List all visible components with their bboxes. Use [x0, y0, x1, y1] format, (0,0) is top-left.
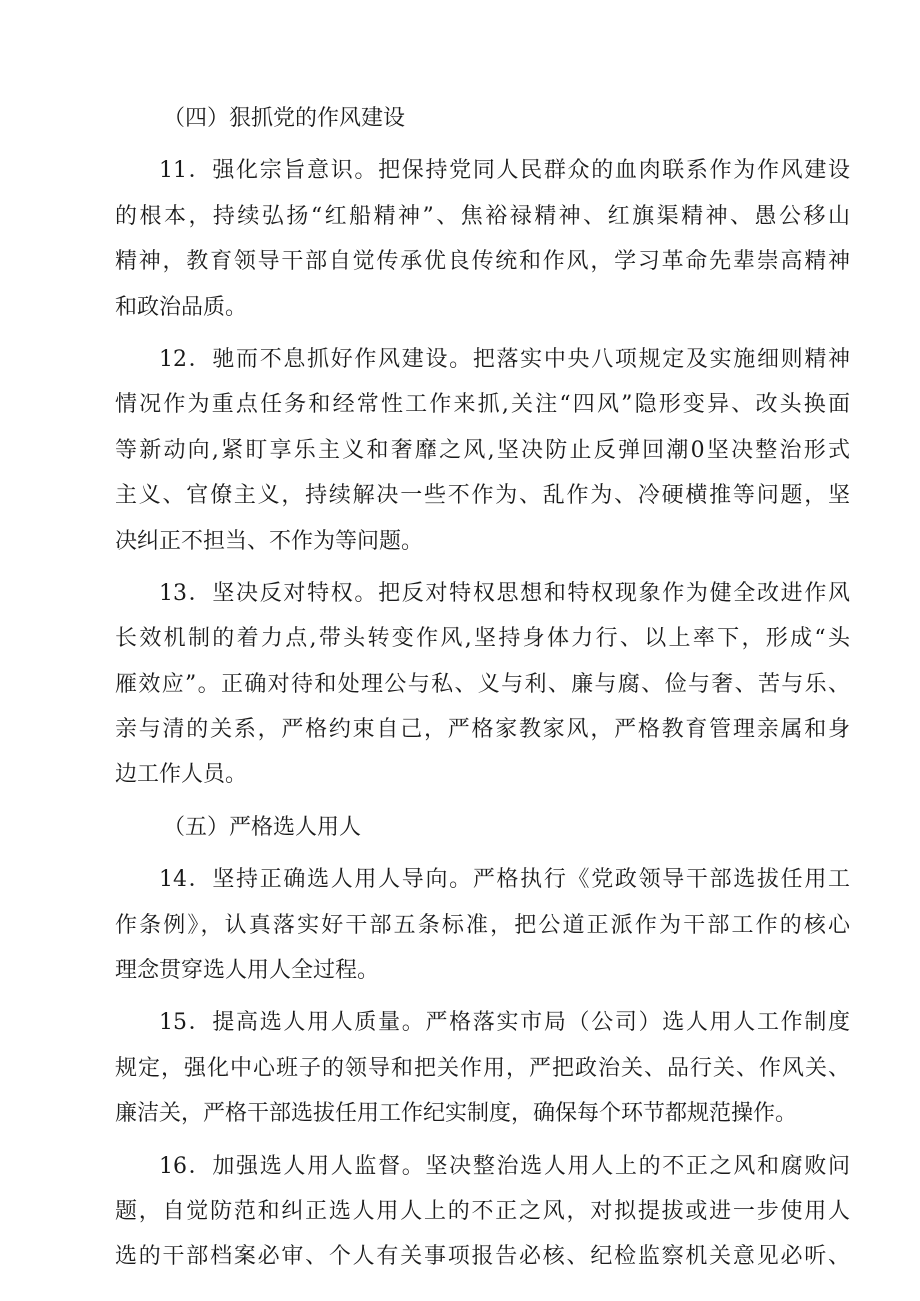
- paragraph-line: 16．加强选人用人监督。坚决整治选人用人上的不正之风和腐败问: [159, 1153, 850, 1179]
- paragraph-line: 决纠正不担当、不作为等问题。: [115, 528, 424, 554]
- paragraph-line: 廉洁关，严格干部选拔任用工作纪实制度，确保每个环节都规范操作。: [115, 1101, 798, 1127]
- paragraph-12: [115, 337, 850, 564]
- paragraph-line: 13．坚决反对特权。把反对特权思想和特权现象作为健全改进作风: [159, 580, 850, 606]
- paragraph-14: [115, 857, 850, 993]
- paragraph-line: 15．提高选人用人质量。严格落实市局（公司）选人用人工作制度: [159, 1010, 850, 1036]
- section-heading-5: [115, 805, 850, 850]
- heading-text: （四）狠抓党的作风建设: [163, 106, 406, 131]
- paragraph-line: 14．坚持正确选人用人导向。严格执行《党政领导干部选拔任用工: [159, 867, 850, 893]
- paragraph-15: [115, 1000, 850, 1136]
- paragraph-line: 等新动向,紧盯享乐主义和奢靡之风,坚决防止反弹回潮0坚决整治形式: [115, 437, 850, 463]
- paragraph-line: 11．强化宗旨意识。把保持党同人民群众的血肉联系作为作风建设: [159, 158, 850, 184]
- paragraph-line: 的根本，持续弘扬“红船精神”、焦裕禄精神、红旗渠精神、愚公移山: [115, 203, 850, 229]
- paragraph-line: 主义、官僚主义，持续解决一些不作为、乱作为、冷硬横推等问题，坚: [115, 483, 850, 509]
- paragraph-16: [115, 1144, 850, 1280]
- paragraph-line: 规定，强化中心班子的领导和把关作用，严把政治关、品行关、作风关、: [115, 1055, 850, 1081]
- paragraph-line: 12．驰而不息抓好作风建设。把落实中央八项规定及实施细则精神: [159, 346, 850, 372]
- paragraph-line: 情况作为重点任务和经常性工作来抓,关注“四风”隐形变异、改头换面: [115, 392, 850, 418]
- paragraph-line: 选的干部档案必审、个人有关事项报告必核、纪检监察机关意见必听、: [115, 1244, 850, 1270]
- section-heading-4: [115, 96, 850, 141]
- paragraph-line: 理念贯穿选人用人全过程。: [115, 958, 380, 984]
- paragraph-11: [115, 148, 850, 330]
- paragraph-line: 题，自觉防范和纠正选人用人上的不正之风，对拟提拔或进一步使用人: [115, 1198, 850, 1224]
- paragraph-line: 亲与清的关系，严格约束自己，严格家教家风，严格教育管理亲属和身: [115, 717, 850, 743]
- paragraph-line: 和政治品质。: [115, 294, 248, 320]
- paragraph-13: [115, 571, 850, 798]
- heading-text: （五）严格选人用人: [163, 814, 362, 840]
- paragraph-line: 雁效应”。正确对待和处理公与私、义与利、廉与腐、俭与奢、苦与乐、: [115, 671, 850, 697]
- paragraph-line: 精神，教育领导干部自觉传承优良传统和作风，学习革命先辈崇高精神: [115, 249, 850, 275]
- paragraph-line: 作条例》，认真落实好干部五条标准，把公道正派作为干部工作的核心: [115, 912, 850, 938]
- document-page: [115, 96, 850, 1280]
- paragraph-line: 边工作人员。: [115, 762, 248, 788]
- paragraph-line: 长效机制的着力点,带头转变作风,坚持身体力行、以上率下，形成“头: [115, 626, 850, 652]
